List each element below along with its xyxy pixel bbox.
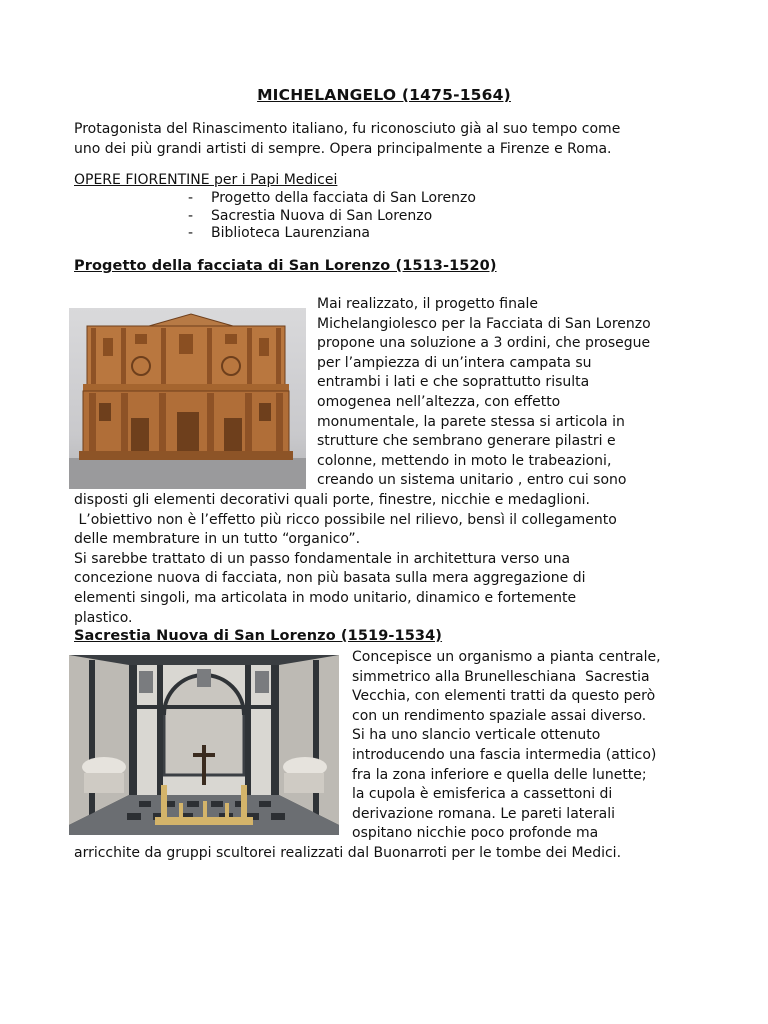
paragraph-line: delle membrature in un tutto “organico”. xyxy=(74,531,361,548)
sacrestia-text-wrapped xyxy=(352,648,712,844)
paragraph-line: disposti gli elementi decorativi quali porte, finestre, nicchie e medaglioni. xyxy=(74,492,590,508)
sacrestia-interior-image xyxy=(69,655,339,835)
paragraph-line: derivazione romana. Le pareti laterali xyxy=(352,805,615,822)
paragraph-line: creando un sistema unitario , entro cui sono xyxy=(317,472,627,489)
section-heading-facciata: Progetto della facciata di San Lorenzo (1513-1520) xyxy=(74,258,497,274)
page-title: MICHELANGELO (1475-1564) xyxy=(257,86,511,104)
intro-paragraph xyxy=(74,120,714,159)
intro-line: Protagonista del Rinascimento italiano, fu riconosciuto già al suo tempo come xyxy=(74,121,621,137)
opere-list xyxy=(188,190,476,243)
paragraph-line: ospitano nicchie poco profonde ma xyxy=(352,825,599,842)
paragraph-line: colonne, mettendo in moto le trabeazioni, xyxy=(317,452,612,469)
paragraph-line: Michelangiolesco per la Facciata di San Lorenzo xyxy=(317,315,651,332)
list-bullet: - xyxy=(188,207,194,224)
list-item-label: Biblioteca Laurenziana xyxy=(211,225,371,241)
facciata-text-wrapped xyxy=(317,295,707,491)
paragraph-line: Mai realizzato, il progetto finale xyxy=(317,296,539,312)
paragraph-line: strutture che sembrano generare pilastri e xyxy=(317,433,616,450)
sacrestia-illustration xyxy=(69,655,339,835)
list-bullet: - xyxy=(188,225,194,241)
paragraph-line: Si sarebbe trattato di un passo fondamentale in architettura verso una xyxy=(74,550,571,567)
sacrestia-text-full xyxy=(74,844,714,864)
intro-line: uno dei più grandi artisti di sempre. Opera principalmente a Firenze e Roma. xyxy=(74,140,612,157)
paragraph-line: la cupola è emisferica a cassettoni di xyxy=(352,786,613,803)
paragraph-line: L’obiettivo non è l’effetto più ricco possibile nel rilievo, bensì il collegamento xyxy=(74,511,617,528)
list-item xyxy=(188,225,476,243)
paragraph-line: omogenea nell’altezza, con effetto xyxy=(317,393,561,410)
paragraph-line: Concepisce un organismo a pianta centrale, xyxy=(352,649,661,665)
paragraph-line: con un rendimento spaziale assai diverso. xyxy=(352,707,647,724)
paragraph-line: entrambi i lati e che soprattutto risulta xyxy=(317,374,590,391)
section-heading-sacrestia: Sacrestia Nuova di San Lorenzo (1519-1534) xyxy=(74,628,443,644)
paragraph-line: monumentale, la parete stessa si articola in xyxy=(317,413,625,430)
paragraph-line: propone una soluzione a 3 ordini, che prosegue xyxy=(317,335,651,352)
paragraph-line: Si ha uno slancio verticale ottenuto xyxy=(352,727,601,744)
paragraph-line: simmetrico alla Brunelleschiana Sacrestia xyxy=(352,668,650,685)
paragraph-line: per l’ampiezza di un’intera campata su xyxy=(317,354,592,371)
paragraph-line: arricchite da gruppi scultorei realizzati dal Buonarroti per le tombe dei Medici. xyxy=(74,845,622,861)
list-bullet: - xyxy=(188,190,194,206)
facade-model-image xyxy=(69,308,306,489)
list-item-label: Progetto della facciata di San Lorenzo xyxy=(211,190,476,206)
paragraph-line: fra la zona inferiore e quella delle lunette; xyxy=(352,766,647,783)
list-item xyxy=(188,208,476,226)
facade-model-illustration xyxy=(69,308,306,489)
paragraph-line: concezione nuova di facciata, non più basata sulla mera aggregazione di xyxy=(74,570,586,587)
paragraph-line: plastico. xyxy=(74,609,133,626)
opere-heading: OPERE FIORENTINE per i Papi Medicei xyxy=(74,172,338,188)
paragraph-line: elementi singoli, ma articolata in modo unitario, dinamico e fortemente xyxy=(74,589,577,606)
paragraph-line: introducendo una fascia intermedia (attico) xyxy=(352,746,657,763)
list-item xyxy=(188,190,476,208)
paragraph-line: Vecchia, con elementi tratti da questo però xyxy=(352,688,656,705)
facciata-text-full xyxy=(74,491,714,628)
list-item-label: Sacrestia Nuova di San Lorenzo xyxy=(211,207,433,224)
